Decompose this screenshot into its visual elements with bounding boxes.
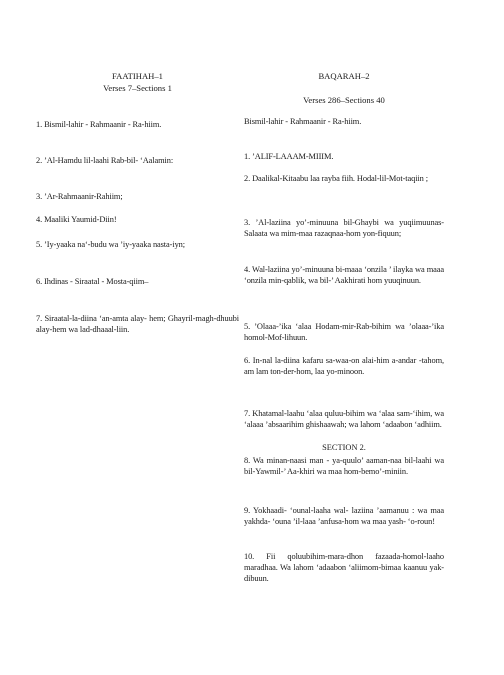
- verse-text: 2. Daalikal-Kitaabu laa rayba fiih. Hodal-lil-Mot-taqiin ;: [244, 174, 428, 183]
- verse-text: 5. ’Olaaa-’ika ‘alaa Hodam-mir-Rab-bihim wa ’olaaa-’ika homol-Mof-lihuun.: [244, 322, 444, 343]
- verse-text: 9. Yokhaadi- ‘ounal-laaha wal- laziina ’aamanuu : wa maa yakhda- ‘ouna ’il-laaa ’anfusa-hom wa maa yash- ‘o-roun!: [244, 506, 444, 527]
- left-heading: [36, 70, 239, 94]
- verse-text: 7. Khatamal-laahu ‘alaa quluu-bihim wa ‘alaa sam-‘ihim, wa ‘alaaa ’absaarihim ghishaawah; wa lahom ‘adaabon ‘adhiim.: [244, 409, 444, 430]
- verse-text: 6. In-nal la-diina kafaru sa-waa-on alai-him a-andar -tahom, am lam ton-der-hom, laa yo-minoon.: [244, 356, 444, 377]
- verse-text: 7. Siraatal-la-diina ‘an-amta alay- hem; Ghayril-magh-dhuubi alay-hem wa lad-dhaaal-liin.: [36, 314, 239, 335]
- verse-text: 3. ’Al-laziina yo’-minuuna bil-Ghaybi wa yuqiimuunas-Salaata wa mim-maa razaqnaa-hom yon-fiquun;: [244, 218, 444, 239]
- verse-text: 10. Fii qoluubihim-mara-dhon fazaada-homol-laaho maradhaa. Wa lahom ‘adaabon ‘aliimom-bimaa kaanuu yak-dibuun.: [244, 552, 444, 584]
- verse-text: 3. ’Ar-Rahmaanir-Rahiim;: [36, 192, 123, 201]
- right-title: BAQARAH–2: [318, 71, 370, 81]
- verse-text: 2. ’Al-Hamdu lil-laahi Rab-bil- ‘Aalamin:: [36, 156, 174, 165]
- section-label: SECTION 2.: [322, 443, 366, 452]
- verse-text: 4. Wal-laziina yo’-minuuna bi-maaa ‘onzila ’ ilayka wa maaa ‘onzila min-qablik, wa bil-’ Aakhirati hom yuuqinuun.: [244, 265, 444, 286]
- verse-text: 6. Ihdinas - Siraatal - Mosta-qiim–: [36, 277, 149, 286]
- verse-text: 5. ’Iy-yaaka na‘-budu wa ’iy-yaaka nasta-iyn;: [36, 240, 185, 249]
- verse-text: 4. Maaliki Yaumid-Diin!: [36, 215, 117, 224]
- verse-text: 1. Bismil-lahir - Rahmaanir - Ra-hiim.: [36, 120, 162, 129]
- left-title: FAATIHAH–1: [112, 71, 163, 81]
- bismillah-text: Bismil-lahir - Rahmaanir - Ra-hiim.: [244, 117, 362, 126]
- verse-text: 1. ’ALIF-LAAAM-MIIIM.: [244, 152, 334, 161]
- right-subtitle: Verses 286–Sections 40: [303, 95, 385, 105]
- verse-text: 8. Wa minan-naasi man - ya-quulo’ aaman-naa bil-laahi wa bil-Yawmil-’ Aa-khiri wa maa hom-bemo’-miniin.: [244, 456, 444, 477]
- left-subtitle: Verses 7–Sections 1: [103, 83, 172, 93]
